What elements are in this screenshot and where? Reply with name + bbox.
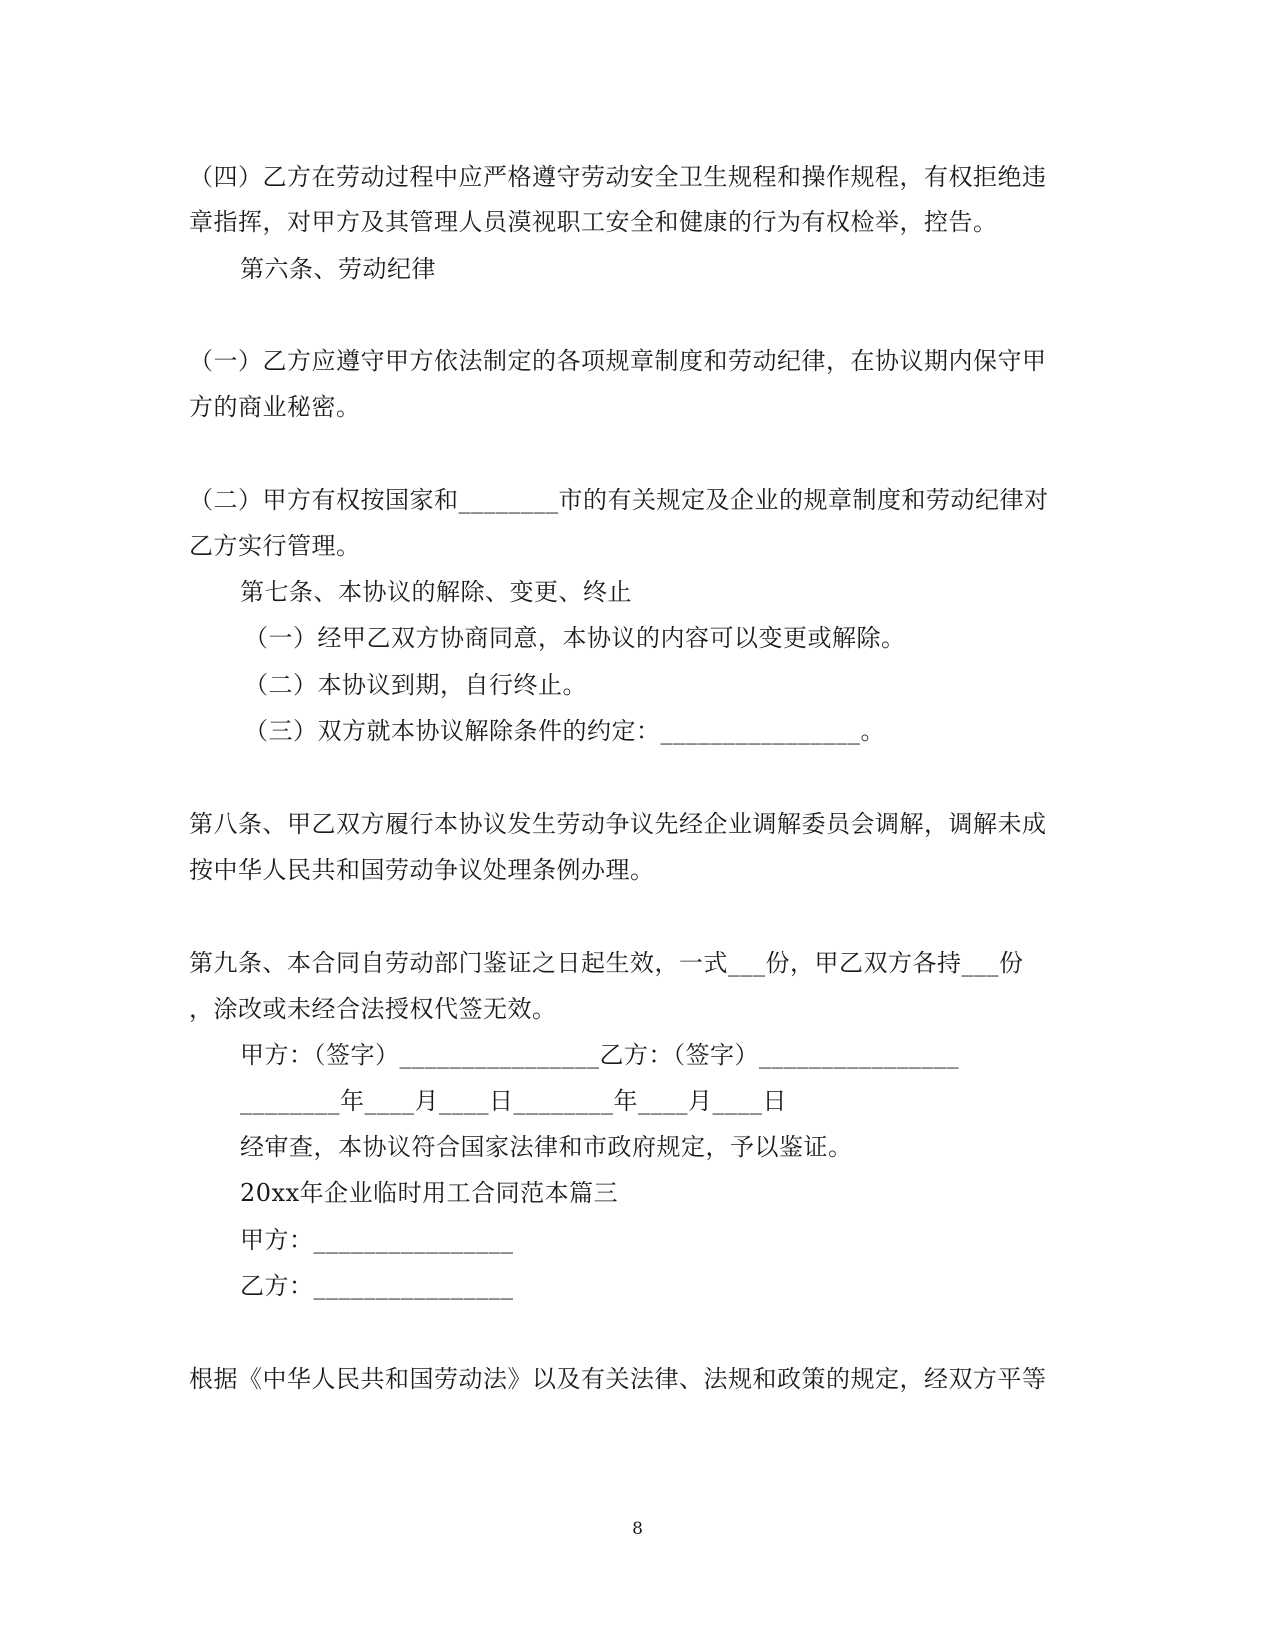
paragraph-line: 第九条、本合同自劳动部门鉴证之日起生效，一式___份，甲乙双方各持___份	[189, 949, 1024, 977]
section-title: 20xx年企业临时用工合同范本篇三	[240, 1179, 619, 1207]
paragraph-line: （二）甲方有权按国家和________市的有关规定及企业的规章制度和劳动纪律对	[189, 486, 1049, 514]
paragraph-line: （四）乙方在劳动过程中应严格遵守劳动安全卫生规程和操作规程，有权拒绝违	[189, 163, 1047, 191]
paragraph-line: 方的商业秘密。	[189, 393, 361, 421]
paragraph-line: （一）经甲乙双方协商同意，本协议的内容可以变更或解除。	[244, 624, 906, 652]
paragraph-line: 经审查，本协议符合国家法律和市政府规定，予以鉴证。	[240, 1133, 853, 1161]
paragraph-line: 第八条、甲乙双方履行本协议发生劳动争议先经企业调解委员会调解，调解未成	[189, 810, 1047, 838]
paragraph-line: 根据《中华人民共和国劳动法》以及有关法律、法规和政策的规定，经双方平等	[189, 1365, 1047, 1393]
date-line: ________年____月____日________年____月____日	[240, 1087, 787, 1115]
page-number: 8	[632, 1519, 643, 1539]
party-b-line: 乙方：________________	[240, 1272, 514, 1300]
paragraph-line: 乙方实行管理。	[189, 532, 361, 560]
paragraph-line: （一）乙方应遵守甲方依法制定的各项规章制度和劳动纪律，在协议期内保守甲	[189, 347, 1047, 375]
paragraph-line: （三）双方就本协议解除条件的约定：________________。	[244, 717, 885, 745]
paragraph-line: ，涂改或未经合法授权代签无效。	[189, 995, 557, 1023]
paragraph-line: （二）本协议到期，自行终止。	[244, 671, 587, 699]
paragraph-line: 按中华人民共和国劳动争议处理条例办理。	[189, 856, 655, 884]
paragraph-line: 章指挥，对甲方及其管理人员漠视职工安全和健康的行为有权检举，控告。	[189, 208, 998, 236]
section-heading: 第六条、劳动纪律	[240, 255, 436, 283]
section-heading: 第七条、本协议的解除、变更、终止	[240, 578, 632, 606]
signature-line: 甲方：（签字）________________乙方：（签字）________________	[240, 1041, 959, 1069]
party-a-line: 甲方：________________	[240, 1226, 514, 1254]
